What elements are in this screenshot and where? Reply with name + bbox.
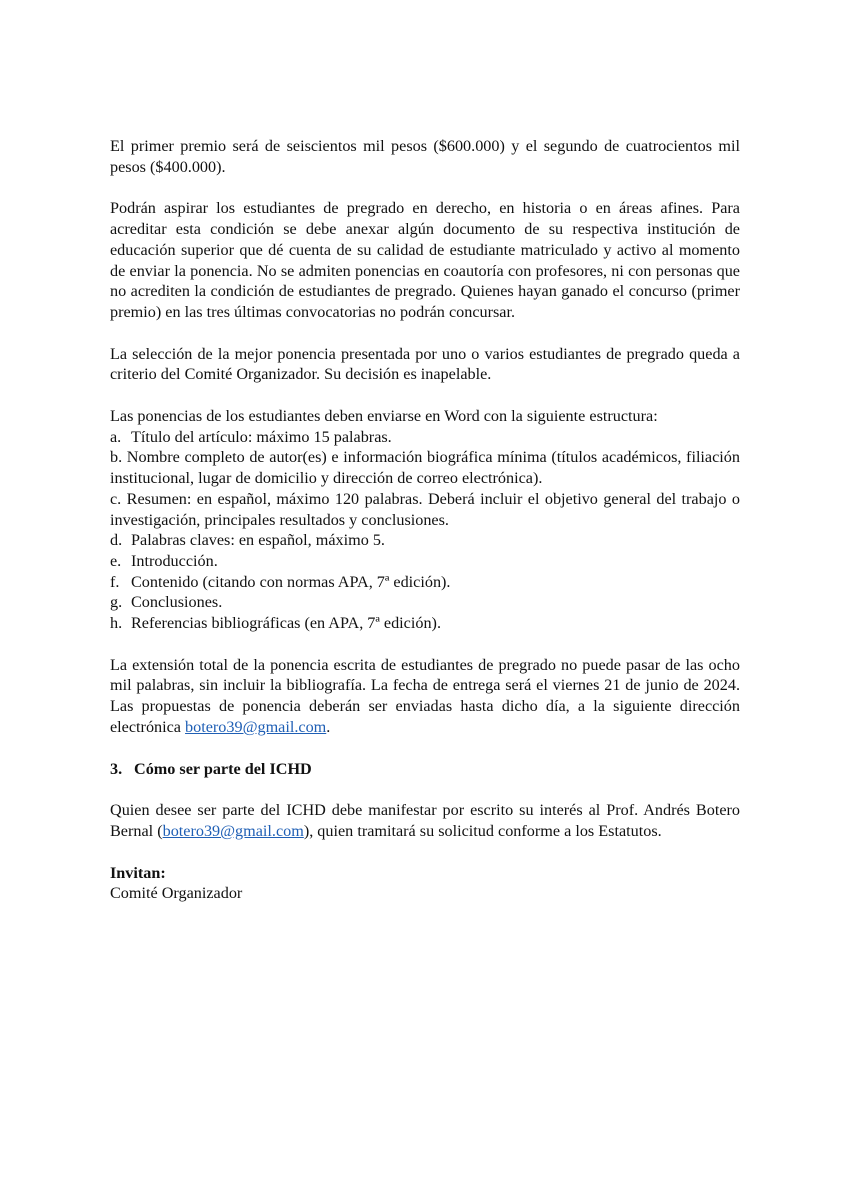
list-item [110, 489, 740, 530]
section-title: Cómo ser parte del ICHD [134, 759, 312, 778]
prize-paragraph: El primer premio será de seiscientos mil pesos ($600.000) y el segundo de cuatrocientos mil pesos ($400.000). [110, 137, 740, 176]
list-item [110, 572, 740, 593]
membership-text: Quien desee ser parte del ICHD debe manifestar por escrito su interés al Prof. Andrés Botero Bernal ( [110, 801, 740, 840]
list-letter: a. [110, 427, 122, 446]
list-letter: b. [110, 448, 123, 467]
closing-signer: Comité Organizador [110, 884, 243, 903]
list-letter: f. [110, 572, 120, 591]
email-link[interactable]: botero39@gmail.com [185, 717, 327, 736]
list-letter: c. [110, 489, 122, 508]
list-text: Conclusiones. [131, 593, 223, 612]
list-item [110, 530, 740, 551]
list-text: Palabras claves: en español, máximo 5. [131, 531, 385, 550]
length-text: La extensión total de la ponencia escrita de estudiantes de pregrado no puede pasar de las ocho mil palabras, sin incluir la bibliografía. La fecha de entrega será el viernes 21 de junio de 2024. Las propuestas de ponencia deberán ser enviadas hasta dicho día, a la siguiente dirección electrónica [110, 655, 740, 736]
section-heading [110, 759, 740, 780]
length-end: . [326, 717, 331, 736]
email-link[interactable]: botero39@gmail.com [162, 821, 304, 840]
membership-text-end: ), quien tramitará su solicitud conforme a los Estatutos. [303, 821, 662, 840]
list-text: Introducción. [131, 551, 218, 570]
membership-paragraph [110, 800, 740, 841]
section-number: 3. [110, 759, 123, 778]
closing-label: Invitan: [110, 863, 166, 882]
list-text: Contenido (citando con normas APA, 7ª edición). [131, 572, 451, 591]
list-text: Referencias bibliográficas (en APA, 7ª edición). [131, 614, 441, 633]
eligibility-paragraph: Podrán aspirar los estudiantes de pregrado en derecho, en historia o en áreas afines. Para acreditar esta condición se debe anexar algún documento de su respectiva institución de educación superior que dé cuenta de su calidad de estudiante matriculado y activo al momento de enviar la ponencia. No se admiten ponencias en coautoría con profesores, ni con personas que no acrediten la condición de estudiantes de pregrado. Quienes hayan ganado el concurso (primer premio) en las tres últimas convocatorias no podrán concursar. [110, 199, 740, 321]
list-item [110, 447, 740, 488]
list-text: Resumen: en español, máximo 120 palabras. Deberá incluir el objetivo general del trabajo o investigación, principales resultados y conclusiones. [110, 489, 740, 529]
list-text: Nombre completo de autor(es) e información biográfica mínima (títulos académicos, filiación institucional, lugar de domicilio y dirección de correo electrónica). [110, 448, 740, 488]
list-item [110, 427, 740, 448]
list-letter: g. [110, 593, 123, 612]
structure-list [110, 427, 740, 634]
list-letter: e. [110, 551, 122, 570]
list-item [110, 551, 740, 572]
selection-paragraph: La selección de la mejor ponencia presentada por uno o varios estudiantes de pregrado queda a criterio del Comité Organizador. Su decisión es inapelable. [110, 344, 740, 384]
list-letter: h. [110, 614, 123, 633]
structure-intro: Las ponencias de los estudiantes deben enviarse en Word con la siguiente estructura: [110, 407, 658, 426]
list-text: Título del artículo: máximo 15 palabras. [131, 427, 392, 446]
list-letter: d. [110, 531, 123, 550]
document-body [110, 136, 740, 904]
list-item [110, 613, 740, 634]
length-paragraph [110, 655, 740, 738]
list-item [110, 592, 740, 613]
